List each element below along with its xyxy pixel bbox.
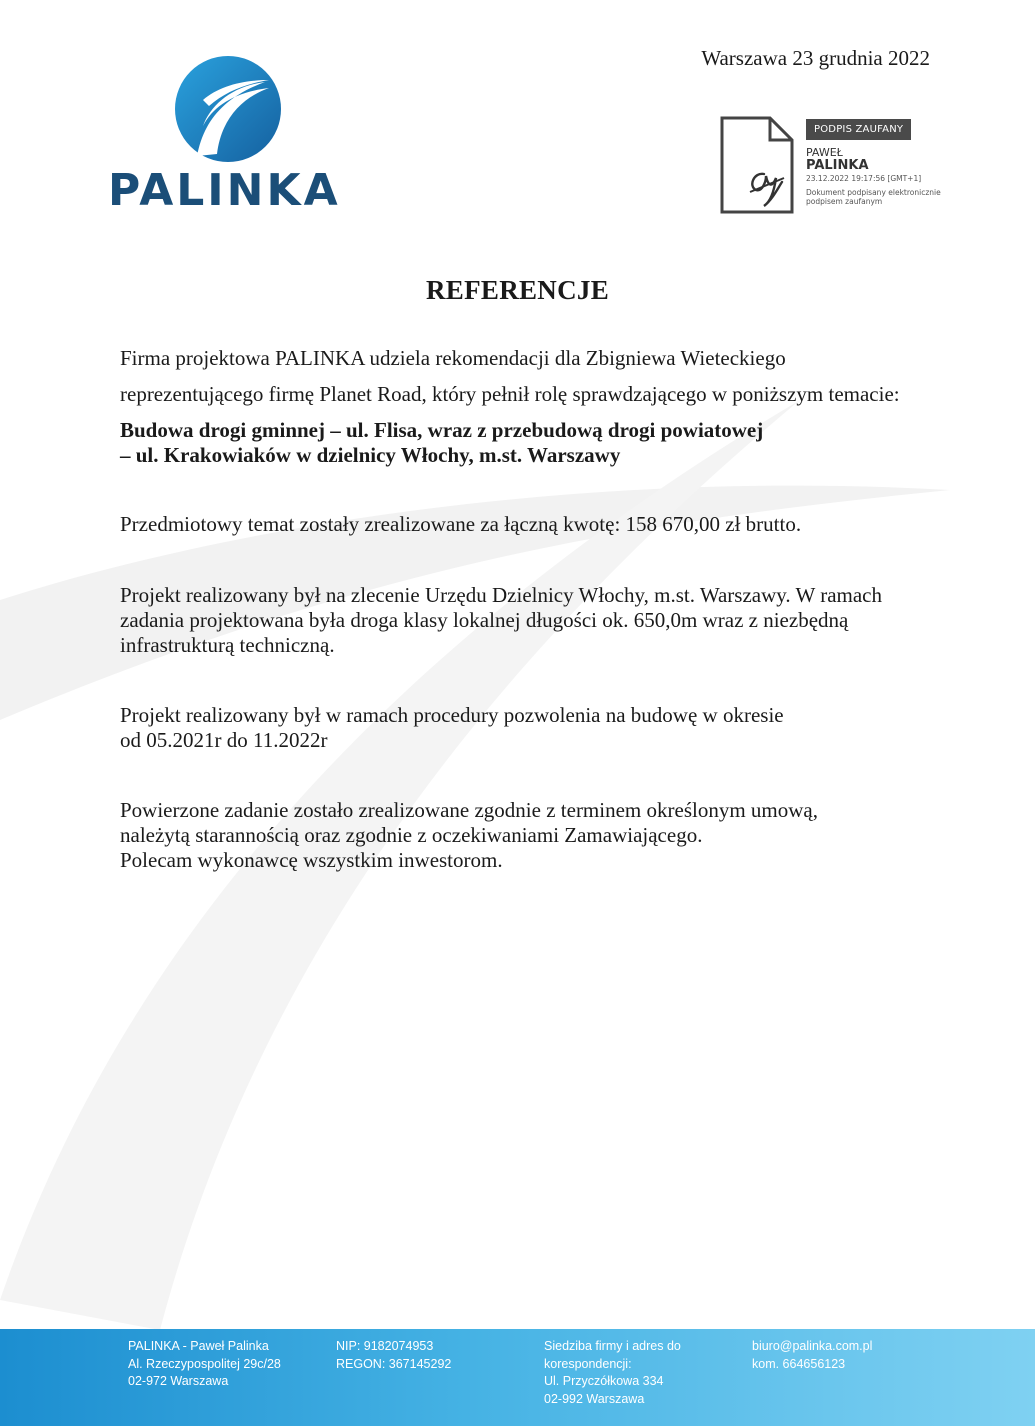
footer-address: Siedziba firmy i adres do korespondencji: Ul. Przyczółkowa 334 02-992 Warszawa <box>544 1339 681 1406</box>
logo-emblem-icon <box>173 54 283 164</box>
footer-registration: NIP: 9182074953 REGON: 367145292 <box>336 1339 452 1371</box>
project-title: Budowa drogi gminnej – ul. Flisa, wraz z przebudową drogi powiatowej – ul. Krakowiaków w dzielnicy Włochy, m.st. Warszawy <box>120 418 764 467</box>
signer-first-name: PAWEŁ <box>806 146 843 159</box>
intro-line-1: Firma projektowa PALINKA udziela rekomendacji dla Zbigniewa Wieteckiego <box>120 346 786 370</box>
footer-contact <box>752 1338 872 1373</box>
footer-email: biuro@palinka.com.pl <box>752 1339 873 1353</box>
signer-last-name: PALINKA <box>806 158 869 173</box>
intro-line-2: reprezentującego firmę Planet Road, który pełnił rolę sprawdzającego w poniższym temacie: <box>120 382 900 406</box>
client-paragraph: Projekt realizowany był na zlecenie Urzędu Dzielnicy Włochy, m.st. Warszawy. W ramach zadania projektowana była droga klasy lokalnej długości ok. 650,0m wraz z niezbędną infrastrukturą techniczną. <box>120 583 882 657</box>
procedure-paragraph: Projekt realizowany był w ramach procedury pozwolenia na budowę w okresie od 05.2021r do 11.2022r <box>120 703 784 752</box>
logo-wordmark: PALINKA <box>108 165 341 216</box>
closing-paragraph: Powierzone zadanie zostało zrealizowane zgodnie z terminem określonym umową, należytą starannością oraz zgodnie z oczekiwaniami Zamawiającego. Polecam wykonawcę wszystkim inwestorom. <box>120 798 818 872</box>
document-date: Warszawa 23 grudnia 2022 <box>701 46 930 70</box>
signature-note: Dokument podpisany elektronicznie podpisem zaufanym <box>806 188 941 206</box>
amount-paragraph: Przedmiotowy temat zostały zrealizowane za łączną kwotę: 158 670,00 zł brutto. <box>120 512 802 536</box>
company-logo <box>108 54 348 216</box>
signature-timestamp: 23.12.2022 19:17:56 [GMT+1] <box>806 174 922 183</box>
trusted-signature-stamp <box>720 116 950 216</box>
signed-file-icon <box>720 116 794 214</box>
document-title: REFERENCJE <box>425 275 610 305</box>
signature-badge: PODPIS ZAUFANY <box>806 119 911 140</box>
footer-phone: kom. 664656123 <box>752 1356 846 1371</box>
footer-company: PALINKA - Paweł Palinka Al. Rzeczypospolitej 29c/28 02-972 Warszawa <box>128 1339 281 1388</box>
footer-bar <box>0 1329 1035 1426</box>
